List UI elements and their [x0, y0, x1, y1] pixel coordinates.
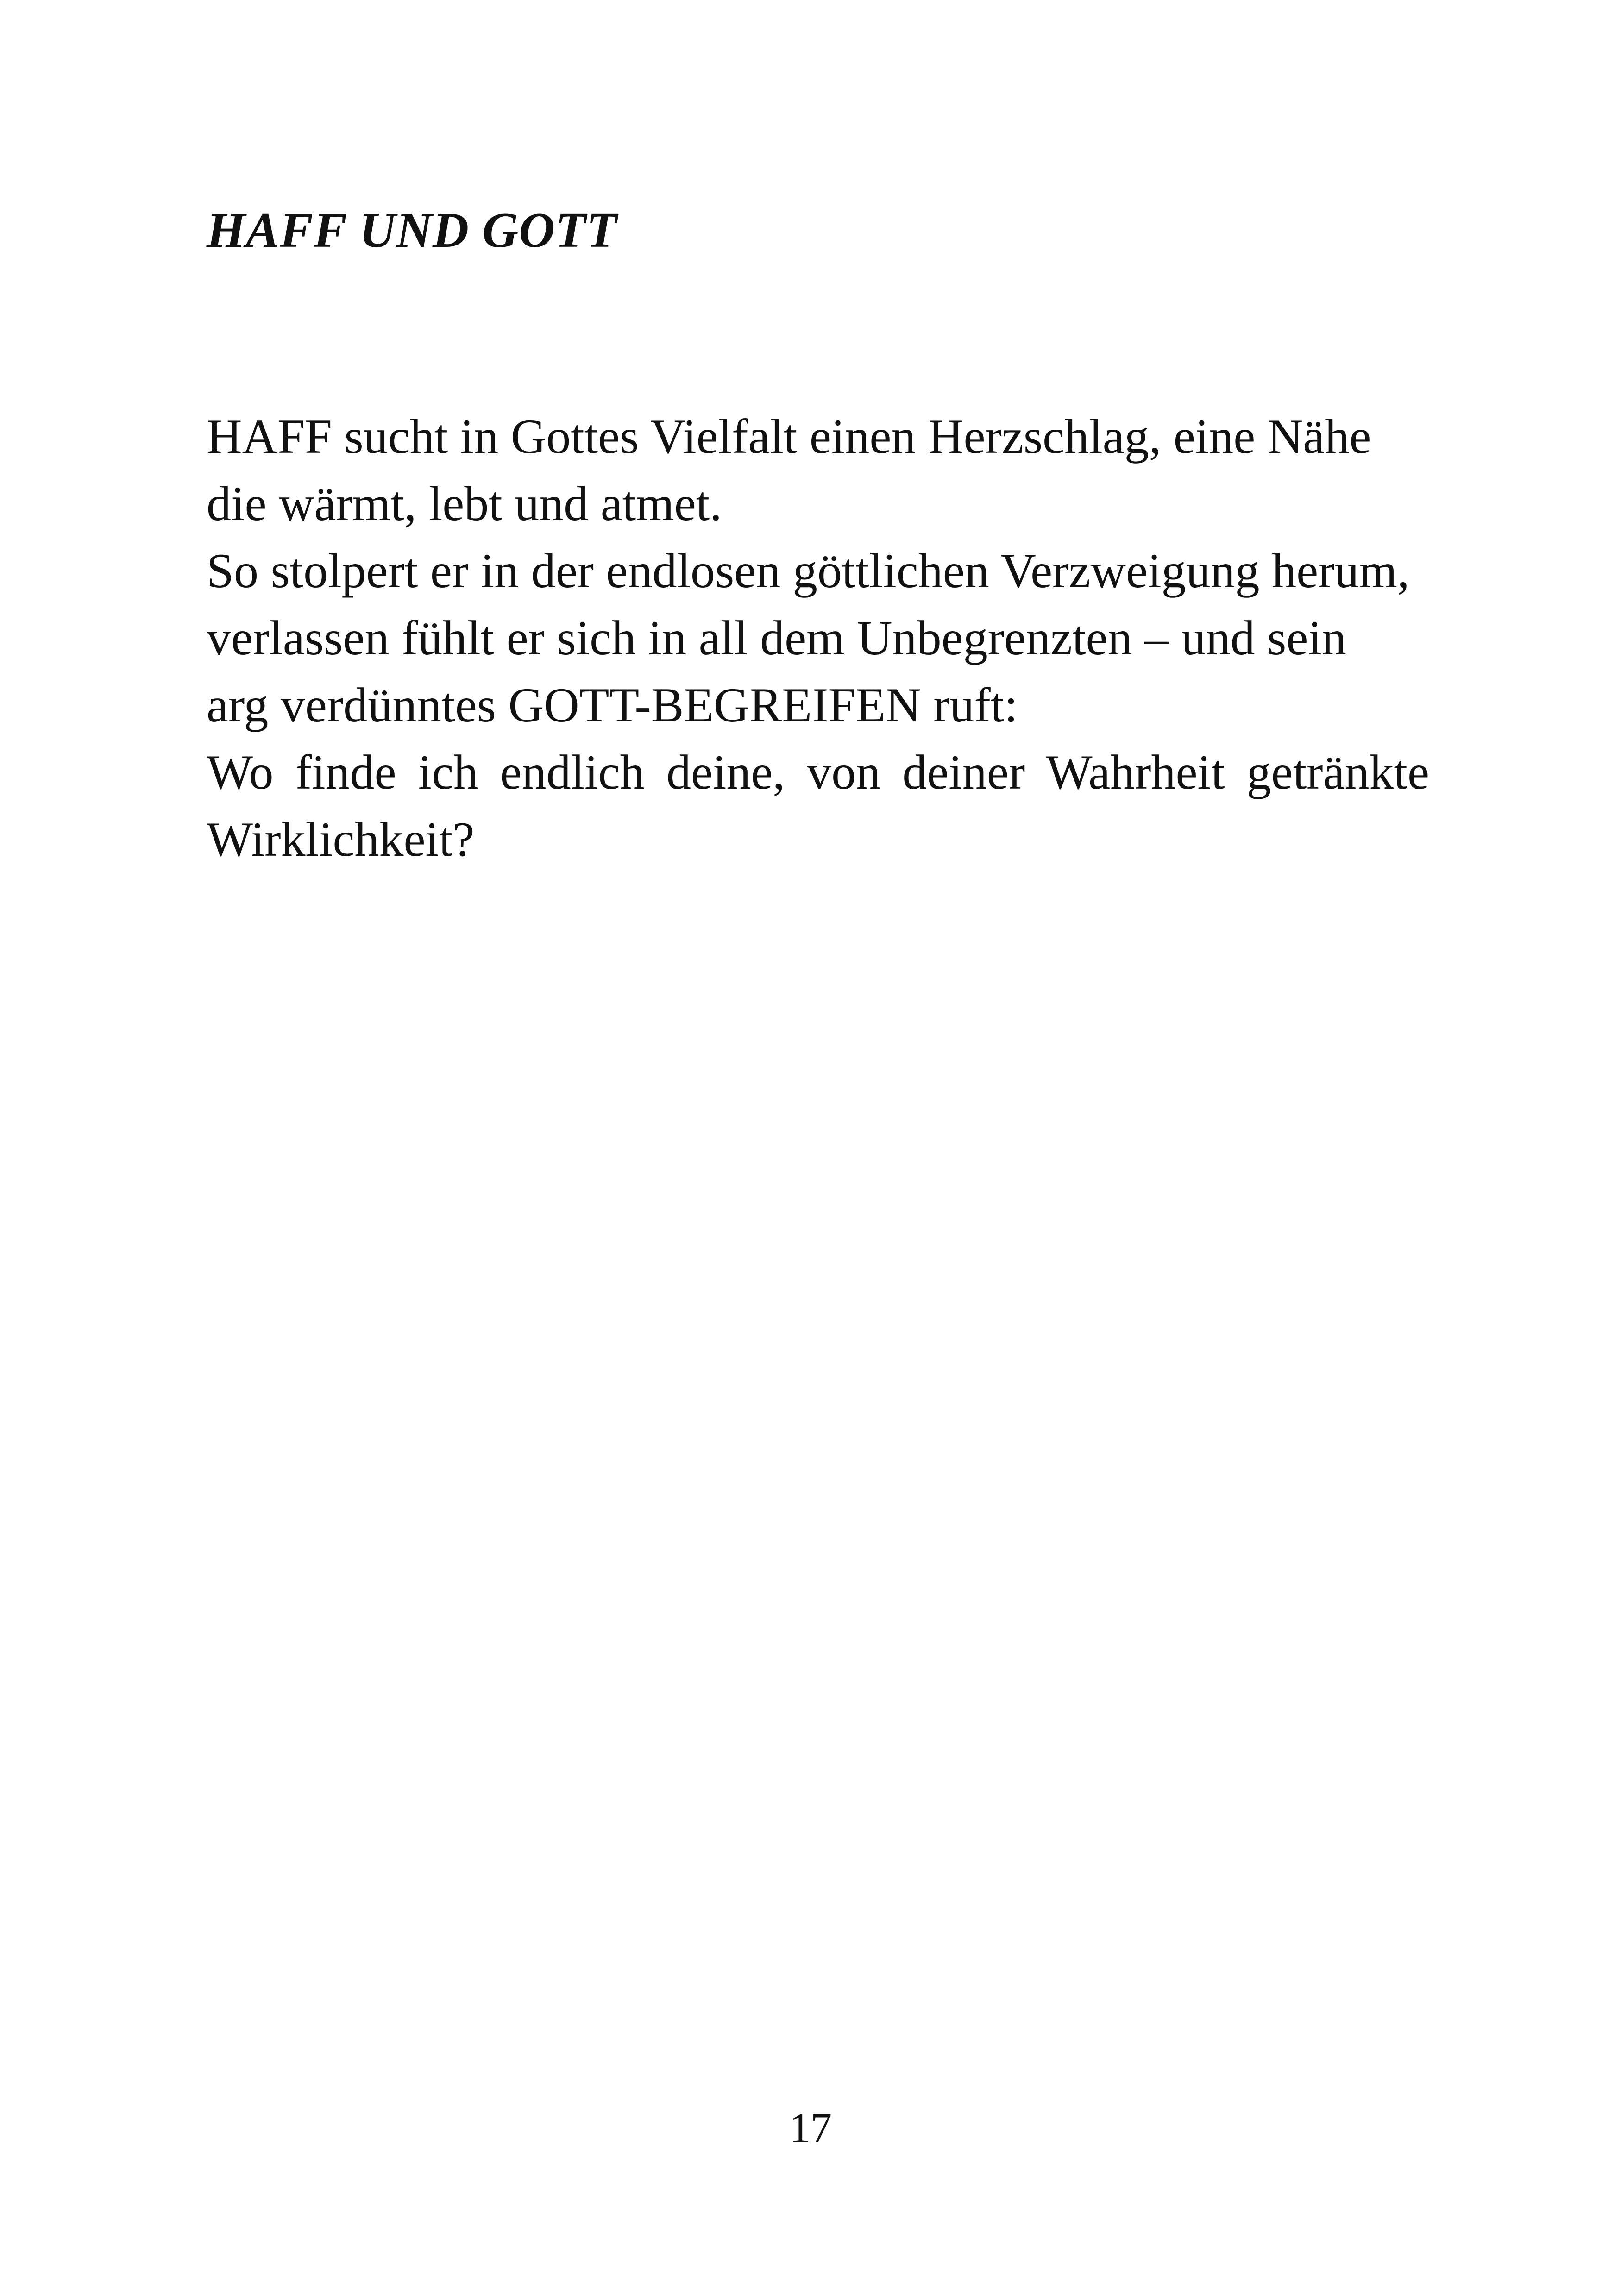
text-line: Wirklichkeit? [207, 812, 475, 866]
text-line: verlassen fühlt er sich in all dem Unbegrenzten – und sein [207, 611, 1346, 665]
page-number: 17 [789, 2104, 832, 2152]
body-paragraph [207, 403, 1429, 873]
text-line: Wo finde ich endlich deine, von deiner Wahrheit getränkte [207, 745, 1429, 799]
text-line: So stolpert er in der endlosen göttlichen Verzweigung herum, [207, 544, 1410, 598]
chapter-title: HAFF UND GOTT [207, 203, 618, 258]
text-line: die wärmt, lebt und atmet. [207, 477, 722, 531]
text-line: HAFF sucht in Gottes Vielfalt einen Herzschlag, eine Nähe [207, 409, 1371, 464]
text-line: arg verdünntes GOTT-BEGREIFEN ruft: [207, 678, 1018, 732]
